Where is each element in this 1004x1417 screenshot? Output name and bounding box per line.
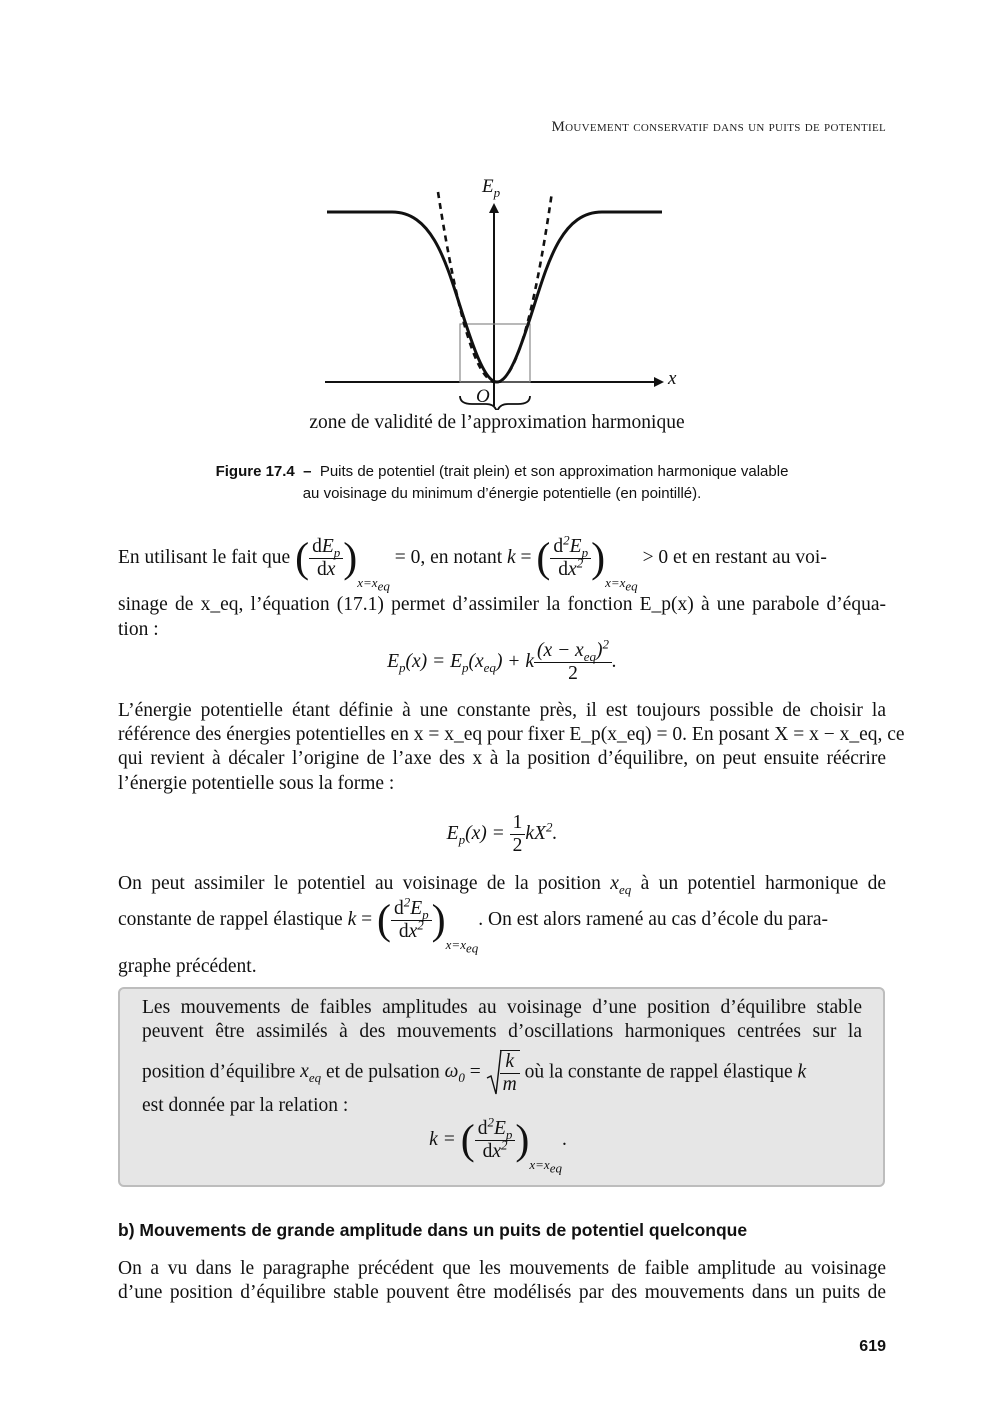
para2-line3: qui revient à décaler l’origine de l’axe des x à la position d’équilibre, on peut ensuite réécrire	[118, 748, 886, 769]
para3-line1: On peut assimiler le potentiel au voisinage de la position $x_{eq}$ à un potentiel harmonique de	[118, 873, 887, 897]
equation-parabola: $E_p(x) = E_p(x_{eq}) + k$ $\frac{(x - x_{eq})^2}{2}$ .	[387, 636, 617, 684]
para2-line1: L’énergie potentielle étant définie à une constante près, il est toujours possible de choisir la	[118, 700, 886, 721]
x-axis-label: x	[668, 368, 677, 389]
para4-line1: On a vu dans le paragraphe précédent que les mouvements de faible amplitude au voisinage	[118, 1258, 886, 1279]
para3-line2: constante de rappel élastique k = ( $\frac{d^2E_p}{dx^2}$ )$_{x=x_{eq}}$. On est alors ramené au cas d’école du para-	[118, 894, 829, 956]
page-number: 619	[859, 1338, 886, 1355]
caption-line-1: Puits de potentiel (trait plein) et son approximation harmonique valable	[319, 463, 789, 480]
derivative-dEp-dx: $\frac{dE_p}{dx}$	[309, 536, 343, 581]
para1-line3: tion :	[118, 619, 159, 640]
para1-line1: En utilisant le fait que ( $\frac{dE_p}{dx}$ )$_{x=x_{eq}} = 0$, en notant k = ( $\frac{d^2E_p}{dx^2}$ )$_{x=x_{eq}} > 0$ et en restant au voi-	[118, 532, 827, 594]
section-title: b) Mouvements de grande amplitude dans un puits de potentiel quelconque	[118, 1220, 748, 1240]
potential-well-figure	[300, 170, 700, 410]
caption-number: Figure 17.4	[215, 463, 295, 480]
figure-caption	[150, 461, 854, 505]
para4-line2: d’une position d’équilibre stable pouvent être modélisés par des mouvements dans un puits de	[118, 1282, 886, 1303]
running-head: Mouvement conservatif dans un puits de potentiel	[551, 119, 886, 135]
box-line4: est donnée par la relation :	[142, 1095, 349, 1116]
zone-label: zone de validité de l’approximation harmonique	[309, 412, 685, 433]
box-line1: Les mouvements de faibles amplitudes au voisinage d’une position d’équilibre stable	[142, 997, 862, 1018]
origin-label: O	[476, 386, 490, 407]
equation-box-k: k = ( $\frac{d^2E_p}{dx^2}$ )$_{x=x_{eq}}$.	[429, 1114, 567, 1176]
y-axis-arrow	[489, 203, 499, 213]
caption-dash: –	[303, 463, 312, 480]
caption-line-2: au voisinage du minimum d’énergie potentielle (en pointillé).	[302, 485, 702, 502]
para2-line4: l’énergie potentielle sous la forme :	[118, 773, 395, 794]
para2-line2: référence des énergies potentielles en x = x_eq pour fixer E_p(x_eq) = 0. En posant X = x − x_eq, ce	[118, 724, 905, 745]
equation-harmonic: $E_p(x)$ = $\frac{1}{2}$ $kX^2$.	[446, 812, 558, 856]
sqrt-k-over-m: $\frac{k}{m}$	[486, 1048, 520, 1098]
box-line3: position d’équilibre $x_{eq}$ et de pulsation $\omega_0$ = $\frac{k}{m}$ où la constante de rappel élastique k	[142, 1048, 862, 1098]
para1-line2: sinage de x_eq, l’équation (17.1) permet d’assimiler la fonction E_p(x) à une parabole d’équa-	[118, 594, 886, 615]
y-axis-label: $E_p$	[482, 176, 501, 200]
x-axis-arrow	[654, 377, 664, 387]
para3-line3: graphe précédent.	[118, 956, 257, 977]
second-derivative: $\frac{d^2E_p}{dx^2}$	[550, 536, 591, 581]
box-line2: peuvent être assimilés à des mouvements d’oscillations harmoniques centrées sur la	[142, 1021, 862, 1042]
